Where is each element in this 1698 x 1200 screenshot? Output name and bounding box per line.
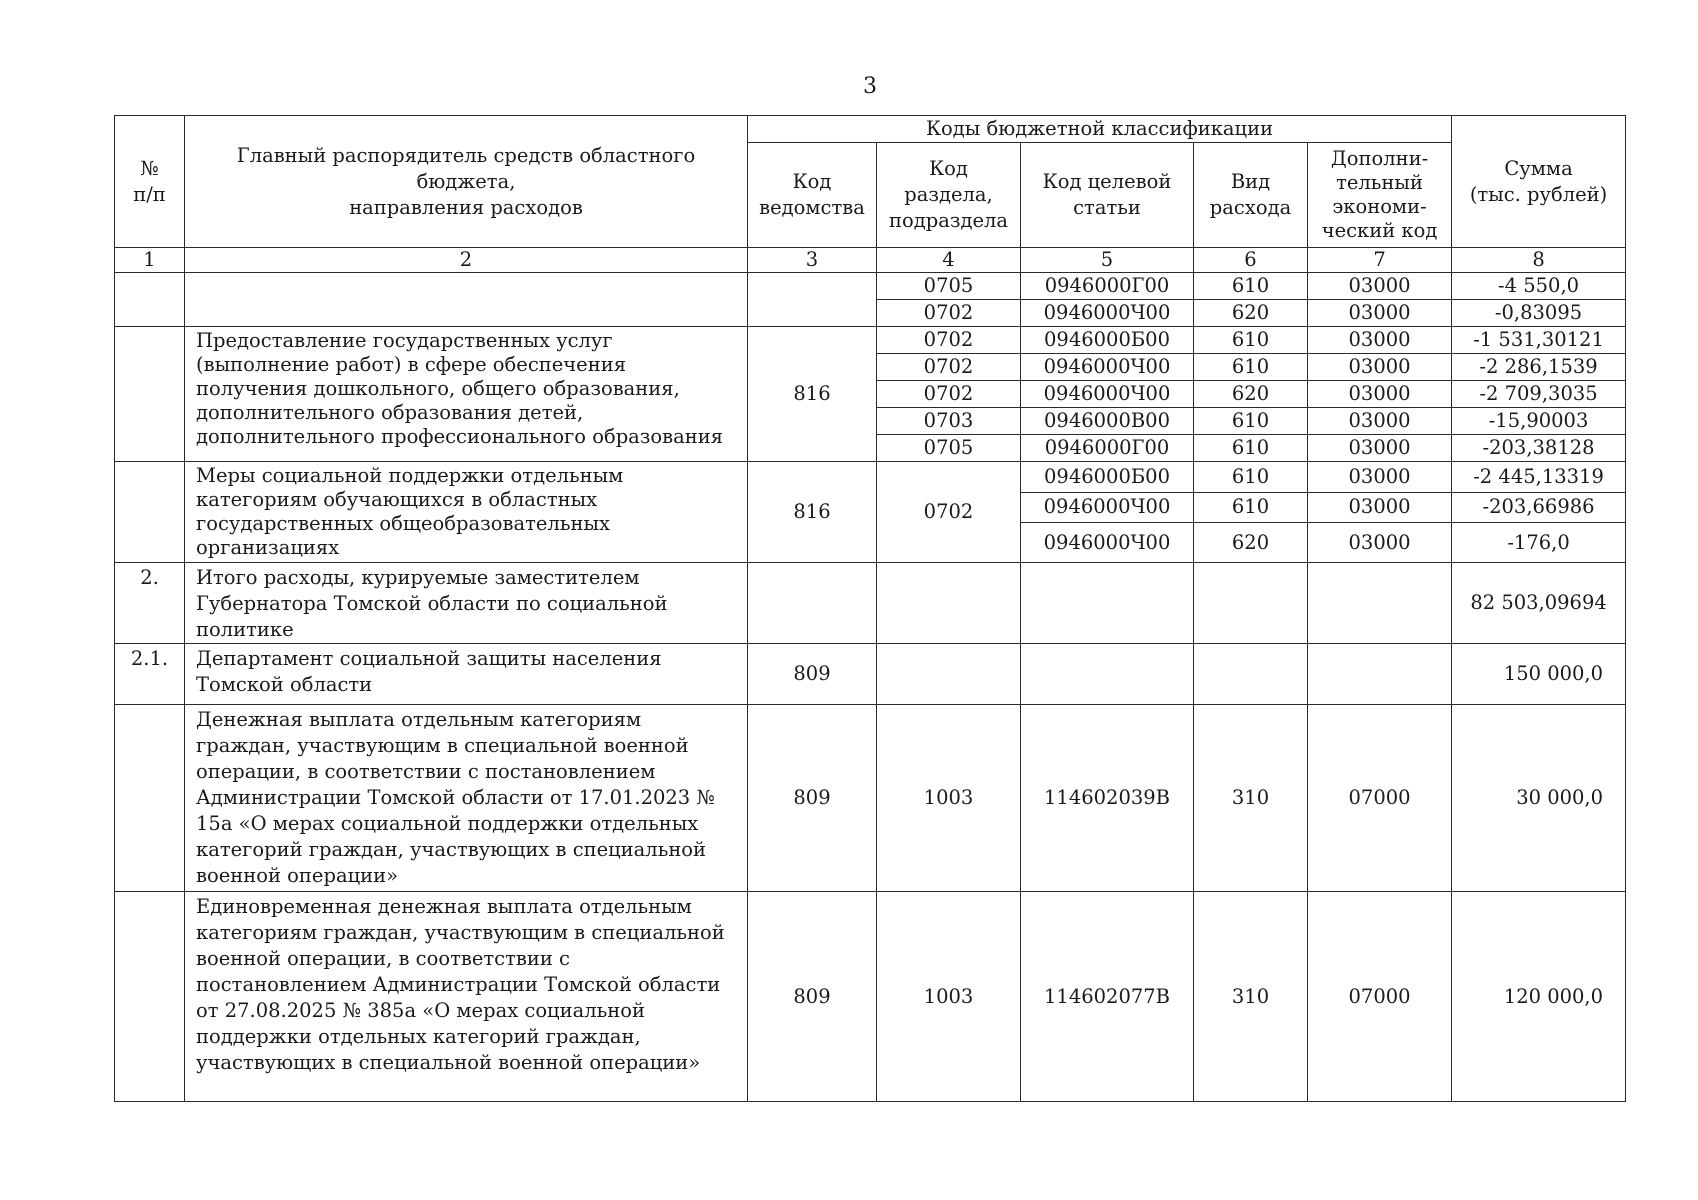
header-sum: Сумма (тыс. рублей) [1452, 116, 1626, 248]
dept-code: 809 [748, 644, 877, 705]
target-code: 114602077В [1021, 892, 1194, 1102]
column-number: 3 [748, 248, 877, 273]
expense-type: 310 [1194, 705, 1308, 892]
target-code: 0946000Ч00 [1021, 300, 1194, 327]
column-number: 1 [115, 248, 185, 273]
header-row-1 [115, 116, 1626, 143]
target-code: 0946000Г00 [1021, 435, 1194, 462]
dept-code: 809 [748, 705, 877, 892]
expense-type: 620 [1194, 300, 1308, 327]
target-code: 0946000Б00 [1021, 327, 1194, 354]
sum-value: 120 000,0 [1452, 892, 1626, 1102]
sum-value: -15,90003 [1452, 408, 1626, 435]
header-target-code: Код целевой статьи [1021, 143, 1194, 248]
dept-code: 809 [748, 892, 877, 1102]
header-econ-code: Дополни- тельный экономи- ческий код [1308, 143, 1452, 248]
page-number: 3 [863, 74, 877, 99]
row-number: 2. [115, 563, 185, 644]
row-section-cell [877, 644, 1021, 705]
header-number: № п/п [115, 116, 185, 248]
table-row [115, 327, 1626, 354]
expense-type: 620 [1194, 523, 1308, 563]
row-target-cell [1021, 644, 1194, 705]
econ-code: 03000 [1308, 381, 1452, 408]
row-number-cell [115, 892, 185, 1102]
target-code: 0946000Г00 [1021, 273, 1194, 300]
sum-value: -2 286,1539 [1452, 354, 1626, 381]
econ-code: 03000 [1308, 300, 1452, 327]
econ-code: 03000 [1308, 273, 1452, 300]
expense-direction-name: Департамент социальной защиты населения Томской области [185, 644, 748, 705]
sum-value: 150 000,0 [1452, 644, 1626, 705]
expense-type: 610 [1194, 492, 1308, 523]
sum-value: -2 445,13319 [1452, 462, 1626, 493]
section-code: 0705 [877, 435, 1021, 462]
row-type-cell [1194, 563, 1308, 644]
sum-value: -203,66986 [1452, 492, 1626, 523]
column-number: 2 [185, 248, 748, 273]
econ-code: 03000 [1308, 523, 1452, 563]
expense-type: 610 [1194, 408, 1308, 435]
row-number-cell [115, 273, 185, 327]
econ-code: 07000 [1308, 892, 1452, 1102]
target-code: 0946000Б00 [1021, 462, 1194, 493]
dept-code: 816 [748, 462, 877, 563]
section-code: 0703 [877, 408, 1021, 435]
sum-value: -0,83095 [1452, 300, 1626, 327]
expense-type: 610 [1194, 435, 1308, 462]
expense-direction-name: Единовременная денежная выплата отдельным категориям граждан, участвующим в специальной военной операции, в соответствии с постановлением Администрации Томской области от 27.08.2025 № 385а «О мерах социальной поддержки отдельных категорий граждан, участвующих в специальной военной операции» [185, 892, 748, 1102]
row-number-cell [115, 327, 185, 462]
table-row [115, 563, 1626, 644]
header-budget-codes: Коды бюджетной классификации [748, 116, 1452, 143]
dept-code: 816 [748, 327, 877, 462]
expense-type: 610 [1194, 462, 1308, 493]
econ-code: 03000 [1308, 492, 1452, 523]
row-type-cell [1194, 644, 1308, 705]
section-code: 0702 [877, 462, 1021, 563]
table-row [115, 644, 1626, 705]
expense-type: 310 [1194, 892, 1308, 1102]
section-code: 0705 [877, 273, 1021, 300]
expense-type: 610 [1194, 354, 1308, 381]
header-expense-type: Вид расхода [1194, 143, 1308, 248]
row-section-cell [877, 563, 1021, 644]
table-row [115, 273, 1626, 300]
budget-table [114, 115, 1626, 1102]
row-number-cell [115, 462, 185, 563]
sum-value: 30 000,0 [1452, 705, 1626, 892]
target-code: 0946000В00 [1021, 408, 1194, 435]
sum-value: -2 709,3035 [1452, 381, 1626, 408]
econ-code: 03000 [1308, 354, 1452, 381]
target-code: 0946000Ч00 [1021, 492, 1194, 523]
econ-code: 03000 [1308, 408, 1452, 435]
header-dept-code: Код ведомства [748, 143, 877, 248]
column-number: 5 [1021, 248, 1194, 273]
target-code: 0946000Ч00 [1021, 381, 1194, 408]
expense-direction-name: Итого расходы, курируемые заместителем Губернатора Томской области по социальной политике [185, 563, 748, 644]
sum-value: -176,0 [1452, 523, 1626, 563]
section-code: 0702 [877, 327, 1021, 354]
section-code: 1003 [877, 892, 1021, 1102]
row-dept-cell [748, 563, 877, 644]
expense-type: 610 [1194, 327, 1308, 354]
table-row [115, 705, 1626, 892]
table-row [115, 892, 1626, 1102]
section-code: 0702 [877, 381, 1021, 408]
target-code: 0946000Ч00 [1021, 523, 1194, 563]
column-number: 7 [1308, 248, 1452, 273]
column-number-row [115, 248, 1626, 273]
row-econ-cell [1308, 644, 1452, 705]
sum-value: -203,38128 [1452, 435, 1626, 462]
row-name-cell [185, 273, 748, 327]
expense-type: 620 [1194, 381, 1308, 408]
econ-code: 03000 [1308, 327, 1452, 354]
sum-value: 82 503,09694 [1452, 563, 1626, 644]
header-section-code: Код раздела, подраздела [877, 143, 1021, 248]
sum-value: -4 550,0 [1452, 273, 1626, 300]
section-code: 0702 [877, 300, 1021, 327]
target-code: 0946000Ч00 [1021, 354, 1194, 381]
section-code: 0702 [877, 354, 1021, 381]
column-number: 8 [1452, 248, 1626, 273]
expense-type: 610 [1194, 273, 1308, 300]
econ-code: 07000 [1308, 705, 1452, 892]
column-number: 6 [1194, 248, 1308, 273]
expense-direction-name: Предоставление государственных услуг (выполнение работ) в сфере обеспечения получения дошкольного, общего образования, дополнительного образования детей, дополнительного профессионального образования [185, 327, 748, 462]
expense-direction-name: Меры социальной поддержки отдельным категориям обучающихся в областных государственных общеобразовательных организациях [185, 462, 748, 563]
row-number: 2.1. [115, 644, 185, 705]
econ-code: 03000 [1308, 435, 1452, 462]
sum-value: -1 531,30121 [1452, 327, 1626, 354]
expense-direction-name: Денежная выплата отдельным категориям граждан, участвующим в специальной военной операции, в соответствии с постановлением Администрации Томской области от 17.01.2023 № 15а «О мерах социальной поддержки отдельных категорий граждан, участвующих в специальной военной операции» [185, 705, 748, 892]
column-number: 4 [877, 248, 1021, 273]
row-econ-cell [1308, 563, 1452, 644]
header-name: Главный распорядитель средств областного бюджета, направления расходов [185, 116, 748, 248]
target-code: 114602039В [1021, 705, 1194, 892]
table-row [115, 462, 1626, 493]
econ-code: 03000 [1308, 462, 1452, 493]
row-target-cell [1021, 563, 1194, 644]
row-dept-cell [748, 273, 877, 327]
section-code: 1003 [877, 705, 1021, 892]
row-number-cell [115, 705, 185, 892]
